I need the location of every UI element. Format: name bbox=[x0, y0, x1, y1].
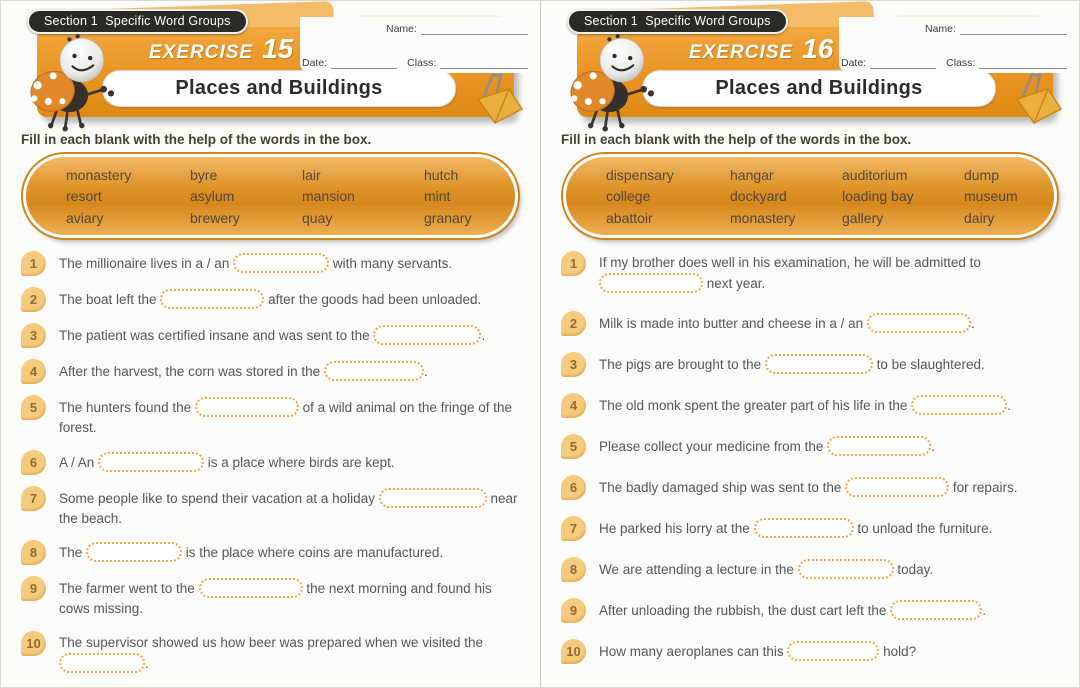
question-text: Milk is made into butter and cheese in a / an . bbox=[599, 311, 1061, 334]
answer-blank[interactable] bbox=[86, 542, 182, 562]
question-text: The boat left the after the goods had been unloaded. bbox=[59, 287, 522, 310]
question-number-badge: 1 bbox=[561, 251, 586, 276]
question-number-badge: 10 bbox=[561, 639, 586, 664]
question-text: The old monk spent the greater part of his life in the . bbox=[599, 393, 1061, 416]
answer-blank[interactable] bbox=[160, 289, 264, 309]
question-number-badge: 3 bbox=[561, 352, 586, 377]
exercise-number: 16 bbox=[802, 33, 834, 64]
box-word: dockyard bbox=[730, 188, 787, 204]
box-word: mansion bbox=[302, 188, 355, 204]
answer-blank[interactable] bbox=[754, 518, 854, 538]
question-row bbox=[21, 323, 522, 348]
answer-blank[interactable] bbox=[59, 653, 145, 673]
question-text: How many aeroplanes can this hold? bbox=[599, 639, 1061, 662]
question-text: The is the place where coins are manufactured. bbox=[59, 540, 522, 563]
box-word: college bbox=[606, 188, 651, 204]
questions-list bbox=[21, 251, 522, 674]
question-number-badge: 6 bbox=[21, 450, 46, 475]
question-number-badge: 5 bbox=[21, 395, 46, 420]
questions-list bbox=[561, 251, 1061, 664]
date-line[interactable] bbox=[331, 57, 397, 69]
exercise-heading bbox=[689, 33, 833, 65]
answer-blank[interactable] bbox=[599, 273, 703, 293]
page-title: Places and Buildings bbox=[715, 77, 923, 99]
name-label: Name: bbox=[925, 23, 956, 35]
box-word: hangar bbox=[730, 166, 774, 183]
question-row bbox=[561, 352, 1061, 377]
question-row bbox=[561, 516, 1061, 541]
answer-blank[interactable] bbox=[373, 325, 481, 345]
question-text: If my brother does well in his examination, he will be admitted to next year. bbox=[599, 255, 981, 292]
answer-blank[interactable] bbox=[379, 488, 487, 508]
box-word: mint bbox=[424, 188, 451, 204]
word-box bbox=[563, 154, 1057, 238]
box-word: granary bbox=[424, 209, 472, 226]
question-row bbox=[21, 395, 522, 439]
question-number-badge: 7 bbox=[21, 486, 46, 511]
question-row bbox=[561, 311, 1061, 336]
question-row bbox=[561, 639, 1061, 664]
ladybug-mascot-icon bbox=[563, 31, 663, 135]
date-label: Date: bbox=[302, 57, 328, 69]
exercise-number: 15 bbox=[262, 33, 294, 64]
question-row bbox=[561, 251, 1061, 295]
question-row bbox=[561, 393, 1061, 418]
box-word: dairy bbox=[964, 209, 995, 226]
word-box bbox=[23, 154, 518, 238]
question-row bbox=[561, 434, 1061, 459]
answer-blank[interactable] bbox=[233, 253, 329, 273]
question-number-badge: 4 bbox=[561, 393, 586, 418]
question-text: The millionaire lives in a / an with many servants. bbox=[59, 251, 522, 274]
box-word: abattoir bbox=[606, 209, 653, 226]
box-word: museum bbox=[964, 188, 1018, 204]
answer-blank[interactable] bbox=[911, 395, 1007, 415]
answer-blank[interactable] bbox=[867, 313, 971, 333]
question-text: Some people like to spend their vacation at a holiday near the beach. bbox=[59, 486, 522, 530]
question-text: The pigs are brought to the to be slaughtered. bbox=[599, 352, 1061, 375]
question-number-badge: 5 bbox=[561, 434, 586, 459]
box-word: lair bbox=[302, 166, 321, 183]
question-text: The supervisor showed us how beer was prepared when we visited the . bbox=[59, 634, 483, 671]
question-row bbox=[21, 576, 522, 620]
question-text: The patient was certified insane and was sent to the . bbox=[59, 323, 522, 346]
box-word: auditorium bbox=[842, 166, 908, 183]
section-badge: Section 1 Specific Word Groups bbox=[27, 9, 248, 34]
question-number-badge: 4 bbox=[21, 359, 46, 384]
answer-blank[interactable] bbox=[798, 559, 894, 579]
name-label: Name: bbox=[386, 23, 417, 35]
question-text: After the harvest, the corn was stored in the . bbox=[59, 359, 522, 382]
box-word: hutch bbox=[424, 166, 459, 183]
box-word: monastery bbox=[66, 166, 132, 183]
box-word: dump bbox=[964, 166, 1000, 183]
question-row bbox=[21, 450, 522, 475]
question-text: The farmer went to the the next morning and found his cows missing. bbox=[59, 576, 522, 620]
question-number-badge: 8 bbox=[561, 557, 586, 582]
class-label: Class: bbox=[407, 57, 437, 69]
question-row bbox=[21, 486, 522, 530]
question-text: After unloading the rubbish, the dust cart left the . bbox=[599, 598, 1061, 621]
question-number-badge: 9 bbox=[561, 598, 586, 623]
exercise-label: EXERCISE bbox=[149, 42, 254, 63]
title-box bbox=[643, 71, 995, 106]
question-text: Please collect your medicine from the . bbox=[599, 434, 1061, 457]
box-word: asylum bbox=[190, 188, 235, 204]
question-number-badge: 2 bbox=[561, 311, 586, 336]
question-text: He parked his lorry at the to unload the furniture. bbox=[599, 516, 1061, 539]
page-title: Places and Buildings bbox=[175, 77, 383, 99]
box-word: byre bbox=[190, 166, 218, 183]
box-word: resort bbox=[66, 188, 102, 204]
answer-blank[interactable] bbox=[98, 452, 204, 472]
question-row bbox=[21, 540, 522, 565]
question-number-badge: 1 bbox=[21, 251, 46, 276]
question-number-badge: 10 bbox=[21, 631, 46, 656]
box-word: brewery bbox=[190, 209, 240, 226]
name-line[interactable] bbox=[421, 23, 528, 35]
answer-blank[interactable] bbox=[827, 436, 931, 456]
box-word: loading bay bbox=[842, 188, 914, 204]
date-line[interactable] bbox=[870, 57, 936, 69]
answer-blank[interactable] bbox=[199, 578, 303, 598]
question-number-badge: 7 bbox=[561, 516, 586, 541]
page-exercise-16 bbox=[540, 1, 1079, 687]
question-row bbox=[21, 631, 522, 675]
question-row bbox=[21, 251, 522, 276]
question-number-badge: 8 bbox=[21, 540, 46, 565]
class-line[interactable] bbox=[979, 57, 1067, 69]
student-fields bbox=[300, 17, 534, 73]
box-word: monastery bbox=[730, 209, 796, 226]
question-row bbox=[561, 598, 1061, 623]
date-label: Date: bbox=[841, 57, 867, 69]
question-text: A / An is a place where birds are kept. bbox=[59, 450, 522, 473]
box-word: aviary bbox=[66, 209, 104, 226]
question-row bbox=[21, 359, 522, 384]
answer-blank[interactable] bbox=[845, 477, 949, 497]
class-line[interactable] bbox=[440, 57, 528, 69]
question-number-badge: 3 bbox=[21, 323, 46, 348]
page-exercise-15 bbox=[1, 1, 540, 687]
answer-blank[interactable] bbox=[787, 641, 879, 661]
box-word: quay bbox=[302, 209, 333, 226]
exercise-label: EXERCISE bbox=[689, 42, 794, 63]
name-line[interactable] bbox=[960, 23, 1067, 35]
exercise-heading bbox=[149, 33, 293, 65]
question-text: We are attending a lecture in the today. bbox=[599, 557, 1061, 580]
answer-blank[interactable] bbox=[324, 361, 424, 381]
page-header bbox=[1, 1, 540, 125]
answer-blank[interactable] bbox=[890, 600, 982, 620]
instruction-text: Fill in each blank with the help of the words in the box. bbox=[21, 132, 372, 147]
answer-blank[interactable] bbox=[765, 354, 873, 374]
title-box bbox=[103, 71, 455, 106]
ladybug-mascot-icon bbox=[23, 31, 123, 135]
question-number-badge: 9 bbox=[21, 576, 46, 601]
question-number-badge: 2 bbox=[21, 287, 46, 312]
question-text: The hunters found the of a wild animal on the fringe of the forest. bbox=[59, 395, 522, 439]
question-text: The badly damaged ship was sent to the for repairs. bbox=[599, 475, 1061, 498]
question-row bbox=[561, 475, 1061, 500]
box-word: dispensary bbox=[606, 166, 674, 183]
question-row bbox=[21, 287, 522, 312]
instruction-text: Fill in each blank with the help of the words in the box. bbox=[561, 132, 912, 147]
box-word: gallery bbox=[842, 209, 884, 226]
section-badge: Section 1 Specific Word Groups bbox=[567, 9, 788, 34]
question-row bbox=[561, 557, 1061, 582]
answer-blank[interactable] bbox=[195, 397, 299, 417]
question-number-badge: 6 bbox=[561, 475, 586, 500]
class-label: Class: bbox=[946, 57, 976, 69]
student-fields bbox=[839, 17, 1073, 73]
page-header bbox=[541, 1, 1079, 125]
